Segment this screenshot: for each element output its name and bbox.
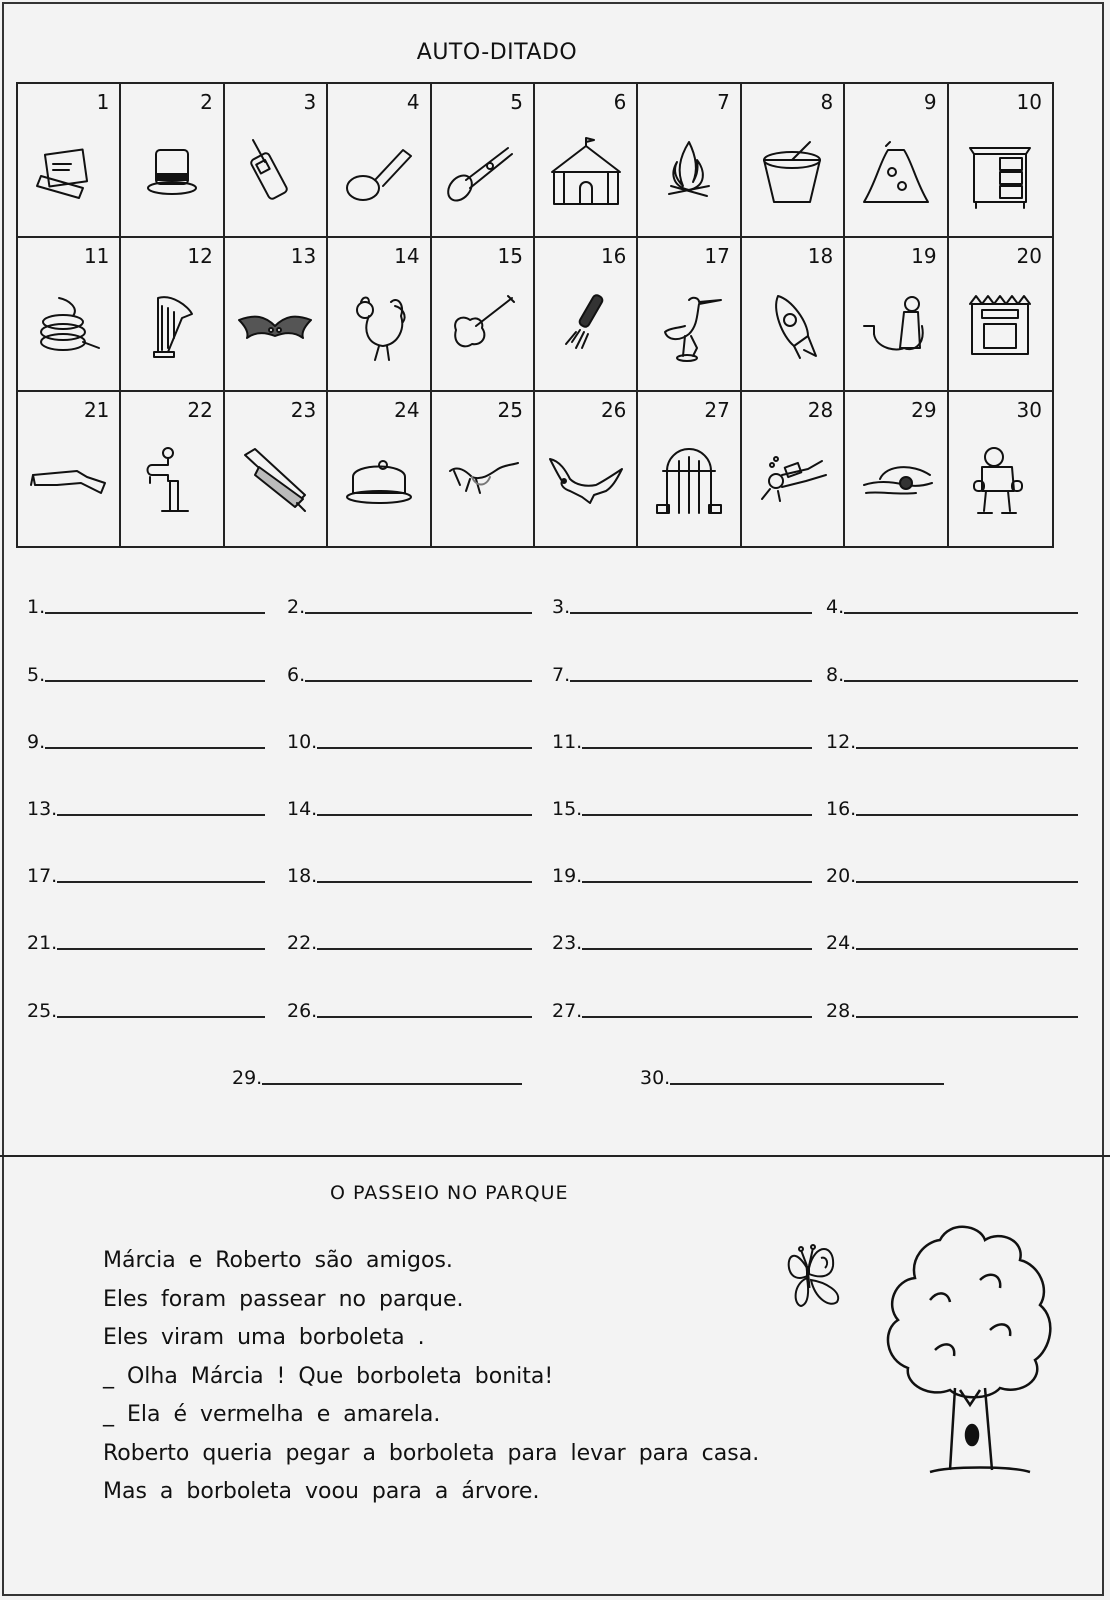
picture-number: 12 [187,244,213,268]
top-hat-icon [132,132,212,212]
picture-cell [845,238,948,392]
picture-cell [18,392,121,546]
plumber-icon [856,286,936,366]
picture-number: 17 [704,244,730,268]
nightstand-icon [960,132,1040,212]
butterfly-icon [785,1238,847,1314]
answer-number: 14. [287,798,318,820]
letter-envelope-icon [29,132,109,212]
picture-number: 26 [600,398,627,422]
answer-line-24 [826,932,1078,954]
answer-blank[interactable] [856,948,1078,950]
story-title: O PASSEIO NO PARQUE [330,1182,569,1204]
yogurt-cup-icon [752,132,832,212]
answer-number: 21. [27,932,58,954]
answer-number: 20. [826,865,857,887]
picture-cell [949,392,1052,546]
story-line: Eles viram uma borboleta . [103,1325,425,1350]
answer-line-29 [232,1067,522,1089]
answer-blank[interactable] [45,680,265,682]
picture-cell [638,238,741,392]
answer-number: 22. [287,932,318,954]
answer-blank[interactable] [582,814,812,816]
picture-number: 13 [290,244,317,268]
faucet-icon [132,441,212,521]
grater-icon [235,441,315,521]
answer-line-30 [640,1067,944,1089]
picture-number: 14 [394,244,420,268]
answer-number: 16. [826,798,857,820]
answer-number: 10. [287,731,318,753]
bat-icon [235,286,315,366]
answer-blank[interactable] [844,612,1078,614]
eagle-icon [546,441,626,521]
story-line: _ Ela é vermelha e amarela. [103,1402,441,1427]
picture-cell [121,84,224,238]
circus-tent-icon [546,132,626,212]
answer-line-12 [826,731,1078,753]
picture-number: 7 [717,90,730,114]
answer-line-16 [826,798,1078,820]
picture-cell [742,84,845,238]
picture-cell [18,84,121,238]
picture-cell [121,238,224,392]
answer-line-1 [27,596,265,618]
answer-number: 9. [27,731,46,753]
guitar-icon [442,286,522,366]
answer-line-10 [287,731,532,753]
picture-number: 27 [704,398,730,422]
answer-blank[interactable] [57,948,265,950]
heron-icon [649,286,729,366]
answer-number: 5. [27,664,46,686]
picture-number: 5 [510,90,523,114]
picture-cell [432,238,535,392]
scuba-diver-icon [752,441,832,521]
answer-line-22 [287,932,532,954]
section-divider [0,1155,1110,1157]
picture-cell [638,84,741,238]
answer-number: 7. [552,664,571,686]
picture-number: 22 [187,398,213,422]
answer-number: 24. [826,932,857,954]
picture-number: 21 [83,398,110,422]
tree-icon [880,1220,1060,1490]
cell-phone-icon [235,132,315,212]
answer-line-18 [287,865,532,887]
answer-blank[interactable] [856,747,1078,749]
story-line: Márcia e Roberto são amigos. [103,1248,453,1273]
answer-line-23 [552,932,812,954]
answer-blank[interactable] [57,814,265,816]
picture-cell [121,392,224,546]
answer-blank[interactable] [856,881,1078,883]
rocket-icon [752,286,832,366]
answer-number: 15. [552,798,583,820]
picture-number: 19 [911,244,937,268]
answer-number: 12. [826,731,857,753]
picture-number: 18 [807,244,834,268]
answer-number: 25. [27,1000,58,1022]
picture-cell [225,392,328,546]
picture-cell [328,392,431,546]
answer-blank[interactable] [317,1016,532,1018]
picture-number: 1 [96,90,110,114]
picture-number: 3 [303,90,317,114]
picture-cell [638,392,741,546]
answer-line-11 [552,731,812,753]
answer-blank[interactable] [317,881,532,883]
answer-line-4 [826,596,1078,618]
boxer-icon [960,441,1040,521]
story-line: Mas a borboleta voou para a árvore. [103,1479,540,1504]
picture-cell [328,84,431,238]
cake-icon [339,441,419,521]
picture-cell [949,84,1052,238]
answer-blank[interactable] [582,1016,812,1018]
rifle-icon [29,441,109,521]
answer-number: 27. [552,1000,583,1022]
picture-cell [535,392,638,546]
picture-cell [535,84,638,238]
answer-line-5 [27,664,265,686]
picture-number: 28 [807,398,834,422]
answer-number: 30. [640,1067,671,1089]
answer-line-17 [27,865,265,887]
answer-line-8 [826,664,1078,686]
answer-line-13 [27,798,265,820]
picture-cell [225,238,328,392]
answer-blank[interactable] [317,948,532,950]
picture-cell [18,238,121,392]
answer-line-2 [287,596,532,618]
picture-cell [432,392,535,546]
answer-line-14 [287,798,532,820]
answer-blank[interactable] [570,680,812,682]
answer-blank[interactable] [582,747,812,749]
picture-cell [742,392,845,546]
answer-blank[interactable] [57,1016,265,1018]
worksheet-title: AUTO-DITADO [416,40,578,65]
answer-line-21 [27,932,265,954]
picture-number: 29 [911,398,937,422]
swimmer-icon [856,441,936,521]
answer-number: 29. [232,1067,263,1089]
picture-number: 8 [820,90,834,114]
answer-number: 8. [826,664,845,686]
fork-icon [546,286,626,366]
answer-number: 18. [287,865,318,887]
answer-blank[interactable] [856,814,1078,816]
answer-blank[interactable] [844,680,1078,682]
answer-number: 19. [552,865,583,887]
picture-cell [328,238,431,392]
picture-number: 10 [1016,90,1042,114]
answer-number: 1. [27,596,46,618]
answer-blank[interactable] [305,612,532,614]
picture-cell [432,84,535,238]
picture-grid [16,82,1054,548]
answer-blank[interactable] [262,1083,522,1085]
story-text [103,1242,759,1512]
picture-number: 16 [600,244,627,268]
answer-blank[interactable] [305,680,532,682]
picture-number: 20 [1016,244,1042,268]
answer-number: 26. [287,1000,318,1022]
answer-line-25 [27,1000,265,1022]
answer-blank[interactable] [582,881,812,883]
rope-coil-icon [29,286,109,366]
butcher-shop-icon [960,286,1040,366]
picture-number: 25 [497,398,523,422]
story-line: Roberto queria pegar a borboleta para levar para casa. [103,1440,760,1466]
answer-blank[interactable] [570,612,812,614]
answer-line-15 [552,798,812,820]
picture-cell [845,392,948,546]
answer-blank[interactable] [45,747,265,749]
picture-number: 4 [406,90,420,114]
answer-number: 11. [552,731,583,753]
answer-blank[interactable] [317,747,532,749]
volcano-icon [856,132,936,212]
answer-number: 23. [552,932,583,954]
campfire-icon [649,132,729,212]
picture-number: 15 [497,244,523,268]
answer-line-26 [287,1000,532,1022]
answer-blank[interactable] [582,948,812,950]
picture-number: 9 [923,90,937,114]
harp-icon [132,286,212,366]
story-line: _ Olha Márcia ! Que borboleta bonita! [103,1363,554,1389]
trumpet-icon [442,132,522,212]
answer-line-7 [552,664,812,686]
picture-number: 6 [613,90,627,114]
picture-cell [742,238,845,392]
picture-cell [535,238,638,392]
picture-number: 2 [200,90,213,114]
spoon-icon [339,132,419,212]
answer-blank[interactable] [57,881,265,883]
answer-line-20 [826,865,1078,887]
picture-number: 23 [290,398,317,422]
answer-number: 4. [826,596,845,618]
answer-number: 3. [552,596,571,618]
answer-number: 6. [287,664,306,686]
answer-number: 28. [826,1000,857,1022]
answer-number: 13. [27,798,58,820]
picture-number: 30 [1016,398,1042,422]
door-icon [649,441,729,521]
picture-cell [845,84,948,238]
answer-blank[interactable] [317,814,532,816]
story-line: Eles foram passear no parque. [103,1286,464,1312]
picture-number: 24 [394,398,420,422]
answer-blank[interactable] [45,612,265,614]
rooster-icon [339,286,419,366]
answer-blank[interactable] [856,1016,1078,1018]
answer-line-19 [552,865,812,887]
answer-line-6 [287,664,532,686]
lizard-icon [442,441,522,521]
answer-line-9 [27,731,265,753]
picture-cell [949,238,1052,392]
answer-line-3 [552,596,812,618]
answer-line-28 [826,1000,1078,1022]
answer-blank[interactable] [670,1083,944,1085]
answer-number: 17. [27,865,58,887]
answer-number: 2. [287,596,306,618]
picture-cell [225,84,328,238]
picture-number: 11 [83,244,110,268]
answer-line-27 [552,1000,812,1022]
